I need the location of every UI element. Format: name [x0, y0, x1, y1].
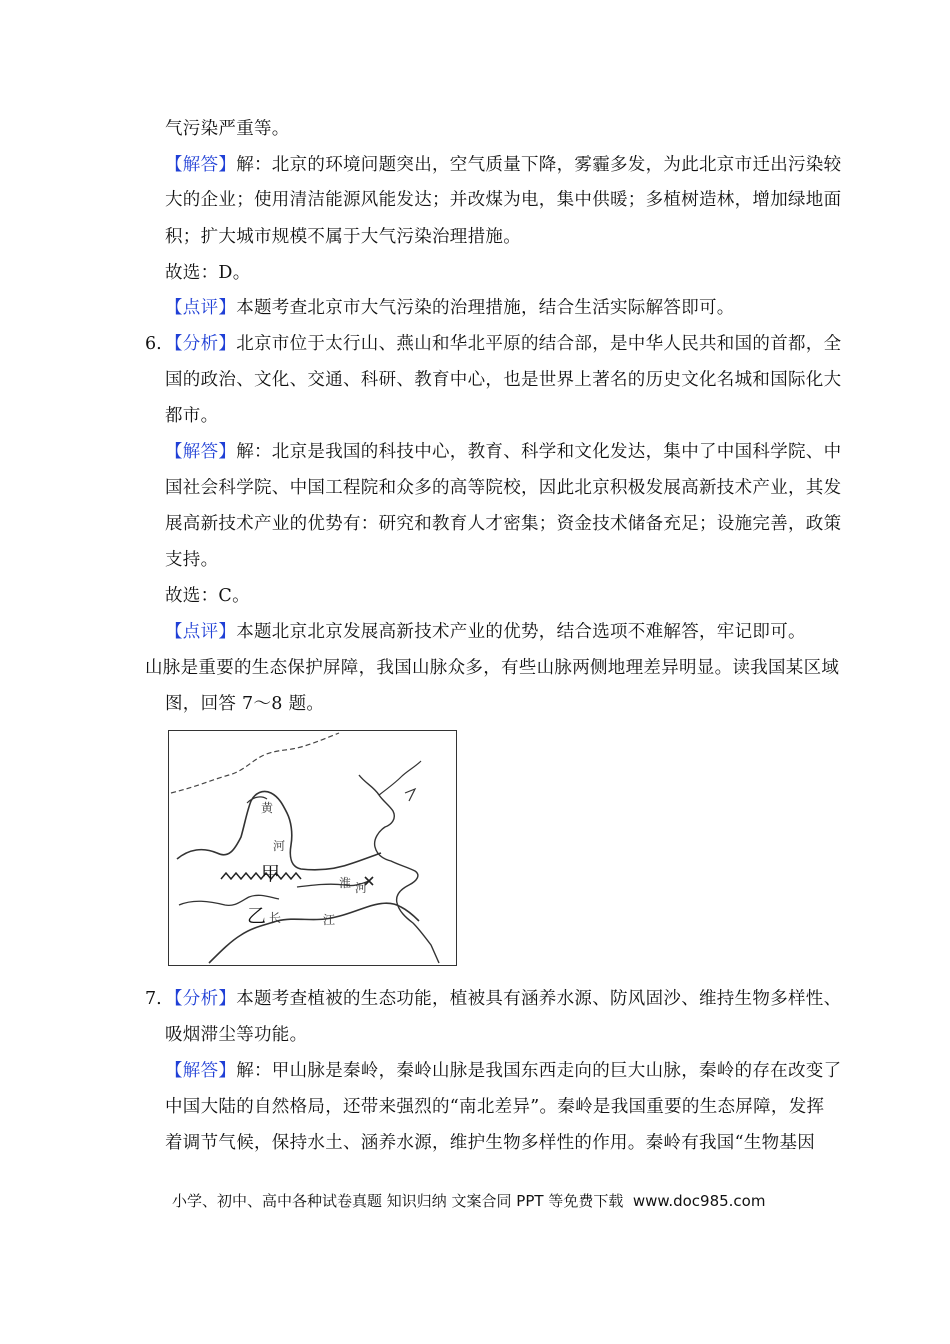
- q5-choice: 故选：D。: [165, 263, 251, 283]
- coastline: [359, 775, 439, 963]
- q7-answer-line: 着调节气候，保持水土、涵养水源，维护生物多样性的作用。秦岭有我国“生物基因: [165, 1133, 816, 1153]
- comment-text: 本题考查北京市大气污染的治理措施，结合生活实际解答即可。: [236, 298, 735, 318]
- yellow-river: [177, 791, 381, 869]
- map-label: 淮: [339, 876, 352, 890]
- q6-comment-line: [165, 621, 806, 643]
- q5-text-line: 气污染严重等。: [165, 119, 290, 139]
- q7-number: 7.: [145, 989, 162, 1009]
- answer-text: 解：北京的环境问题突出，空气质量下降，雾霾多发，为此北京市迁出污染较: [236, 155, 842, 175]
- q7-analysis-line: [165, 988, 841, 1010]
- footer-text: 小学、初中、高中各种试卷真题 知识归纳 文案合同 PPT 等免费下载: [172, 1192, 624, 1210]
- analysis-tag: 【分析】: [165, 334, 237, 354]
- coastline-north: [379, 761, 421, 801]
- answer-text: 解：甲山脉是秦岭，秦岭山脉是我国东西走向的巨大山脉，秦岭的存在改变了: [236, 1061, 842, 1081]
- q6-answer-line: [165, 441, 841, 463]
- q5-answer-line: 大的企业；使用清洁能源风能发达；并改煤为电，集中供暖；多植树造林，增加绿地面: [165, 190, 842, 210]
- page-footer: [172, 1190, 765, 1211]
- footer-url[interactable]: www.doc985.com: [632, 1192, 766, 1210]
- q6-answer-line: 国社会科学院、中国工程院和众多的高等院校，因此北京积极发展高新技术产业，其发: [165, 478, 842, 498]
- yangtze-river: [209, 903, 419, 963]
- q6-analysis-line: 国的政治、文化、交通、科研、教育中心，也是世界上著名的历史文化名城和国际化大: [165, 370, 842, 390]
- q6-choice: 故选：C。: [165, 586, 250, 606]
- map-drawing: [169, 731, 455, 964]
- q5-comment-line: [165, 297, 735, 319]
- map-label: 长: [269, 911, 282, 925]
- q6-analysis-line: [165, 333, 841, 355]
- answer-tag: 【解答】: [165, 442, 237, 462]
- map-label: 河: [273, 839, 286, 853]
- answer-text: 解：北京是我国的科技中心，教育、科学和文化发达，集中了中国科学院、中: [236, 442, 842, 462]
- answer-tag: 【解答】: [165, 1061, 237, 1081]
- comment-text: 本题北京北京发展高新技术产业的优势，结合选项不难解答，牢记即可。: [236, 622, 806, 642]
- map-label-yi: 乙: [247, 905, 267, 927]
- q6-answer-line: 支持。: [165, 550, 219, 570]
- border-line: [171, 733, 339, 793]
- comment-tag: 【点评】: [165, 622, 237, 642]
- map-label: 江: [323, 913, 336, 927]
- q7-answer-line: [165, 1060, 841, 1082]
- analysis-text: 本题考查植被的生态功能，植被具有涵养水源、防风固沙、维持生物多样性、: [236, 989, 842, 1009]
- intro-line: 山脉是重要的生态保护屏障，我国山脉众多，有些山脉两侧地理差异明显。读我国某区域: [145, 658, 840, 678]
- analysis-tag: 【分析】: [165, 989, 237, 1009]
- q6-analysis-line: 都市。: [165, 406, 219, 426]
- q5-answer-line: [165, 154, 841, 176]
- comment-tag: 【点评】: [165, 298, 237, 318]
- q5-answer-line: 积；扩大城市规模不属于大气污染治理措施。: [165, 227, 521, 247]
- intro-line: 图，回答 7～8 题。: [165, 694, 325, 714]
- analysis-text: 北京市位于太行山、燕山和华北平原的结合部，是中华人民共和国的首都，全: [236, 334, 842, 354]
- q7-answer-line: 中国大陆的自然格局，还带来强烈的“南北差异”。秦岭是我国重要的生态屏障，发挥: [165, 1097, 825, 1117]
- region-map: [168, 730, 457, 966]
- q6-answer-line: 展高新技术产业的优势有：研究和教育人才密集；资金技术储备充足；设施完善，政策: [165, 514, 842, 534]
- q7-analysis-line: 吸烟滞尘等功能。: [165, 1025, 308, 1045]
- answer-tag: 【解答】: [165, 155, 237, 175]
- map-label-jia: 甲: [261, 863, 281, 885]
- map-label: 河: [355, 881, 368, 895]
- q6-number: 6.: [145, 334, 162, 354]
- map-label: 黄: [261, 801, 274, 815]
